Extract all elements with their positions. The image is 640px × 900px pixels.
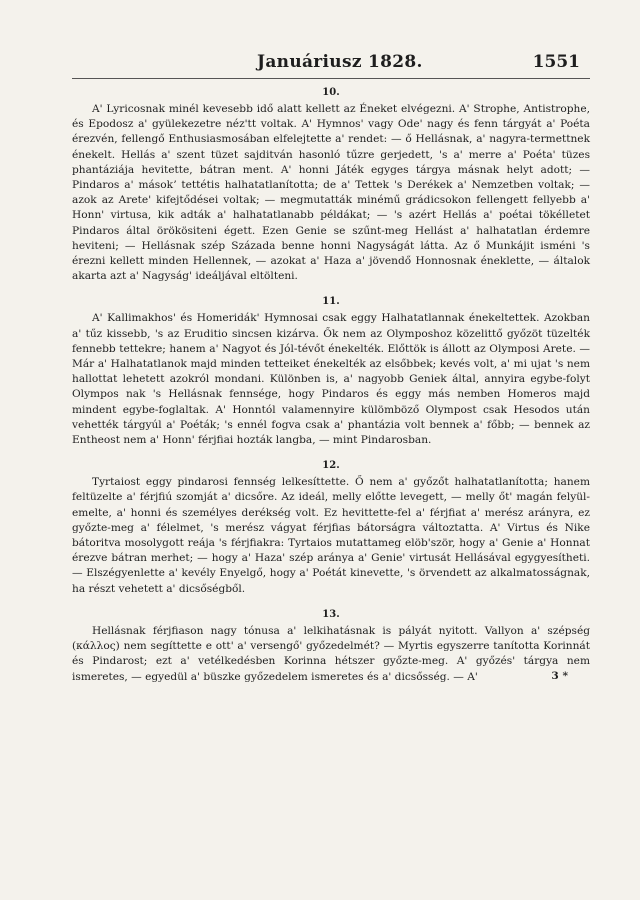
section-text: Tyrtaiost eggy pindarosi fennség lelkesíttette. Ő nem a' győzőt halhatatlanította; hanem feltüzelte a' férjfiú szomját a' dicsőre. Az ideál, melly előtte levegett, — melly őt' magán felyül-emelte, a' honni és személyes derékség volt. Ez hevittette-fel a' férjfiat a' merész arányra, ez győzte-meg a' félelmet, 's merész vágyat férjfias bátorságra változtatta. A' Virtus és Nike bátoritva mosolygott reája 's férjfiakra: Tyrtaios mutattameg elöb'ször, hogy a' Genie a' Honnat érezve bátran merhet; — hogy a' Haza' szép aránya a' Genie' virtusát Hellásával egygyesítheti. — Elszégyenlette a' kevély Enyelgő, hogy a' Poétát kinevette, 's örvendett az alkalmatosságnak, ha részt vehetett a' dicsőségből. <box>72 476 590 595</box>
section-number: 13. <box>322 608 340 620</box>
section-number: 10. <box>322 87 340 98</box>
header-title: Januáriusz 1828. <box>257 52 423 72</box>
section-10 <box>72 87 590 284</box>
section-number: 12. <box>322 460 340 472</box>
section-13 <box>72 609 590 682</box>
page-number: 1551 <box>532 52 580 72</box>
section-text: Hellásnak férjfiason nagy tónusa a' lelkihatásnak is pályát nyitott. Vallyon a' szépség (κάλλος) nem segíttette e ott' a' versengő' győzedelmét? — Myrtis egyszerre tanította Korinnát és Pindarost; ezt a' vetélkedésben Korinna hétszer győzte-meg. A' győzés' tárgya nem ismeretes, — egyedül a' büszke győzedelem ismeretes és a' dicsősség. — A' <box>72 624 590 683</box>
signature-mark: 3 * <box>551 669 568 682</box>
section-text: A' Kallimakhos' és Homeridák' Hymnosai csak eggy Halhatatlannak énekeltettek. Azokban a' tűz kissebb, 's az Eruditio sincsen kizárva. Ők nem az Olymposhoz közelittő győzöt tüzelték fennebb tettekre; hanem a' Nagyot és Jól-tévőt énekelték. Előttök is állott az Olymposi Arete. — Már a' Halhatatlanok majd minden tetteiket énekelték az elsőbbek; kevés volt, a' mi ujat 's nem hallottat lehetett azokról mondani. Különben is, a' nagyobb Geniek által, annyira egybe-folyt Olympos nak 's Hellásnak fennsége, hogy Pindaros és eggy más nemben Homeros majd mindent egybe-foglaltak. A' Honntól valamennyire külömböző Olympost csak Hesodos után vehették tárgyúl a' Poéták; 's ennél fogva csak a' phantázia volt bennek a' főbb; — bennek az Entheost nem a' Honn' férjfiai hozták langba, — mint Pindarosban. <box>72 312 590 447</box>
section-text: A' Lyricosnak minél kevesebb idő alatt kellett az Éneket elvégezni. A' Strophe, Antistrophe, és Epodosz a' gyülekezetre néz'tt voltak. A' Hymnos' vagy Ode' nagy és fenn tárgyát a' Poéta érezvén, fellengő Enthusiasmosában elfelejtette a' rendet: — ő Hellásnak, a' nagyra-termettnek énekelt. Hellás a' szent tüzet sajditván hasonló tűzre gerjedett, 's a' merre a' Poéta' tüzes phantáziája hevitette, bátran ment. A' honni Játék egyges tárgya másnak helyt adott; — Pindaros a' másokʼ tettétis halhatatlanította; de a' Tettek 's Derékek a' Nemzetben voltak; — azok az Arete' kifejtődései voltak; — megmutatták minémű grádicsokon fellengett fellyebb a' Honn' virtusa, kik adták a' halhatatlanabb példákat; — 's azért Hellás a' poétai tökélletet Pindaros által örökösiteni égett. Ezen Genie se szűnt-meg Hellást a' halhatatlan érdemre heviteni; — Hellásnak szép Százada benne honni Nagyságát látta. Az ő Munkájit isméni 's érezni kellett minden Hellennek, — azokat a' Haza a' jövendő Honnosnak éneklette, — általok akarta azt a' Nagyság' ideáljával eltölteni. <box>72 103 590 283</box>
section-number: 11. <box>322 296 340 308</box>
section-11 <box>72 296 590 448</box>
header-rule <box>72 78 590 79</box>
section-12 <box>72 460 590 597</box>
running-header <box>72 42 590 78</box>
